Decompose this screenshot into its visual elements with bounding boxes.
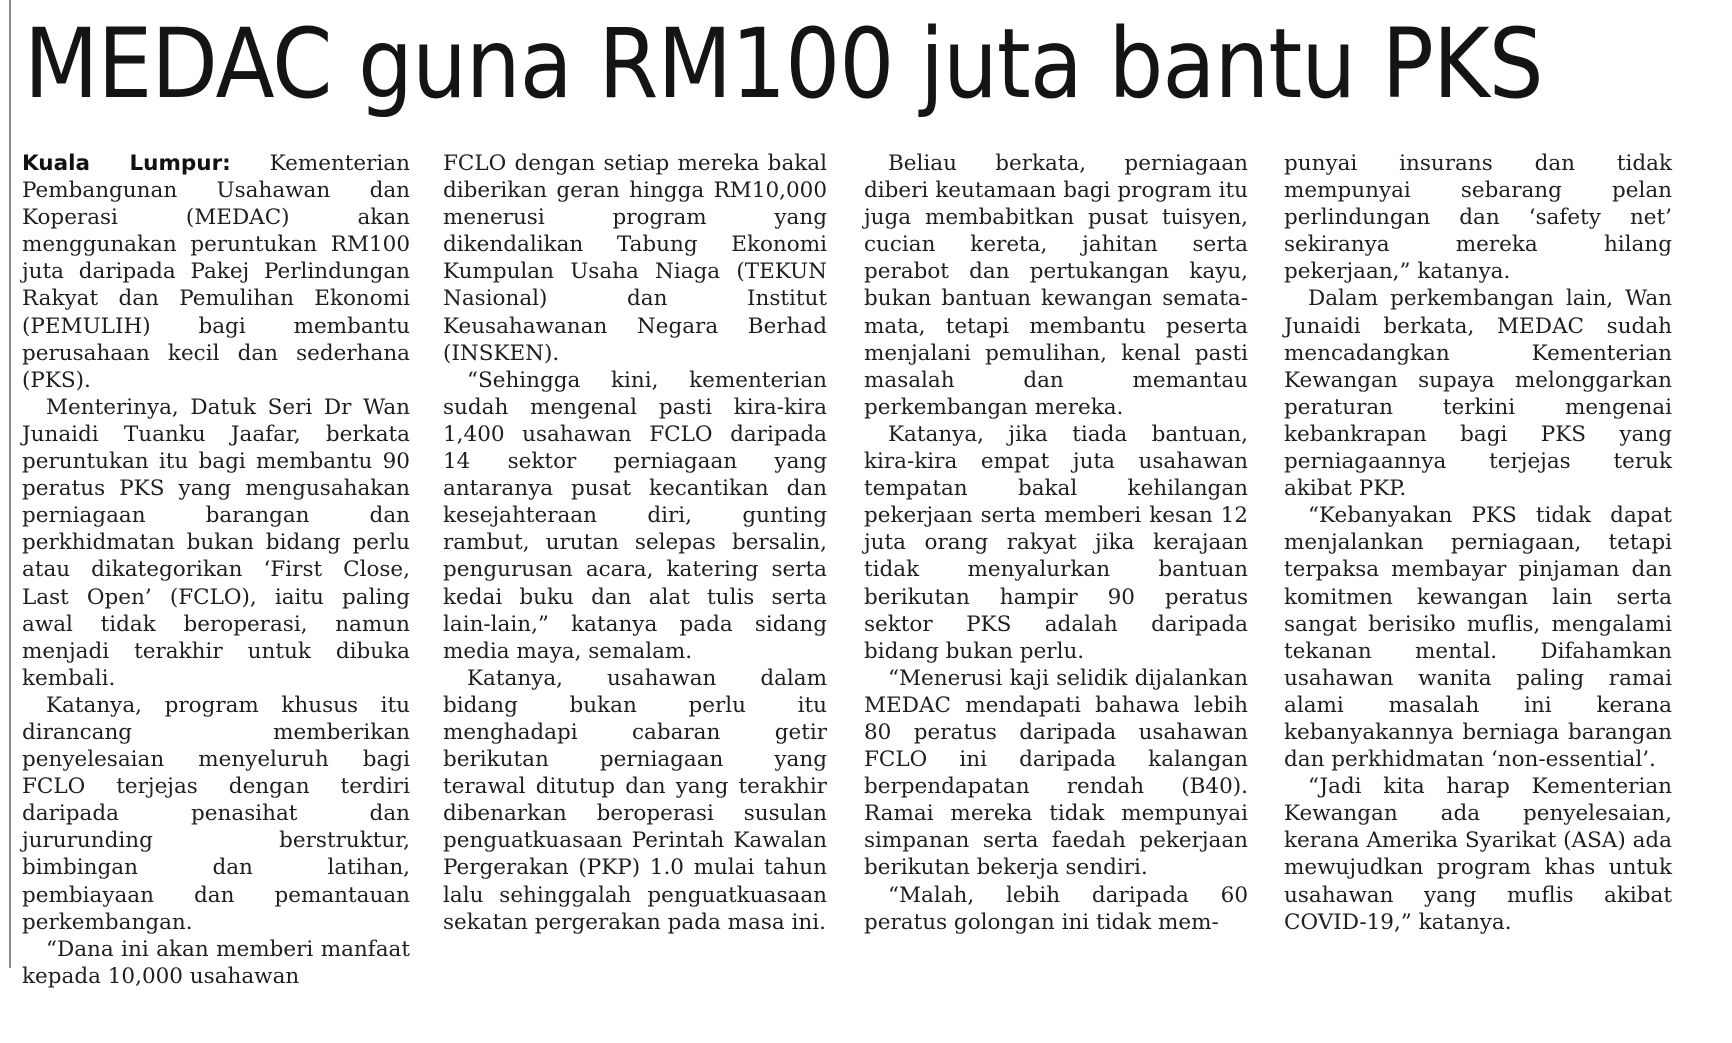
paragraph: Katanya, usahawan dalam bidang bukan perlu itu menghadapi cabaran getir berikutan perniagaan yang terawal ditutup dan yang terakhir dibenarkan beroperasi susulan penguatkuasaan Perintah Kawalan Pergerakan (PKP) 1.0 mulai tahun lalu sehinggalah penguatkuasaan sekatan pergerakan pada masa ini. [443,665,827,935]
paragraph: “Jadi kita harap Kementerian Kewangan ada penyelesaian, kerana Amerika Syarikat (ASA) ada mewujudkan program khas untuk usahawan yang muflis akibat COVID-19,” katanya. [1284,774,1672,935]
headline: MEDAC guna RM100 juta bantu PKS [24,8,1543,120]
paragraph [22,150,410,394]
article-column-3 [864,150,1248,936]
paragraph: Katanya, program khusus itu dirancang memberikan penyelesaian menyeluruh bagi FCLO terjejas dengan terdiri daripada penasihat dan jururunding berstruktur, bimbingan dan latihan, pembiayaan dan pemantauan perkembangan. [22,692,410,935]
paragraph: “Malah, lebih daripada 60 peratus golongan ini tidak mem- [864,882,1248,935]
paragraph: Beliau berkata, perniagaan diberi keutamaan bagi program itu juga membabitkan pusat tuisyen, cucian kereta, jahitan serta perabot dan pertukangan kayu, bukan bantuan kewangan semata-mata, tetapi membantu peserta menjalani pemulihan, kenal pasti masalah dan memantau perkembangan mereka. [864,151,1248,420]
paragraph-text: Kementerian Pembangunan Usahawan dan Koperasi (MEDAC) akan menggunakan peruntukan RM100 juta daripada Pakej Perlindungan Rakyat dan Pemulihan Ekonomi (PEMULIH) bagi membantu perusahaan kecil dan sederhana (PKS). [22,151,410,393]
paragraph: Katanya, jika tiada bantuan, kira-kira empat juta usahawan tempatan bakal kehilangan pekerjaan serta memberi kesan 12 juta orang rakyat jika kerajaan tidak menyalurkan bantuan berikutan hampir 90 peratus sektor PKS adalah daripada bidang bukan perlu. [864,421,1248,664]
paragraph: “Menerusi kaji selidik dijalankan MEDAC mendapati bahawa lebih 80 peratus daripada usahawan FCLO ini daripada kalangan berpendapatan rendah (B40). Ramai mereka tidak mempunyai simpanan serta faedah pekerjaan berikutan bekerja sendiri. [864,665,1248,881]
paragraph: Menterinya, Datuk Seri Dr Wan Junaidi Tuanku Jaafar, berkata peruntukan itu bagi membantu 90 peratus PKS yang mengusahakan perniagaan barangan dan perkhidmatan bukan bidang perlu atau dikategorikan ‘First Close, Last Open’ (FCLO), iaitu paling awal tidak beroperasi, namun menjadi terakhir untuk dibuka kembali. [22,394,410,691]
paragraph: FCLO dengan setiap mereka bakal diberikan geran hingga RM10,000 menerusi program yang dikendalikan Tabung Ekonomi Kumpulan Usaha Niaga (TEKUN Nasional) dan Institut Keusahawanan Negara Berhad (INSKEN). [443,151,827,366]
dateline: Kuala Lumpur: [22,151,231,176]
column-rule [9,0,11,968]
paragraph: punyai insurans dan tidak mempunyai sebarang pelan perlindungan dan ‘safety net’ sekiranya mereka hilang pekerjaan,” katanya. [1284,151,1672,285]
article-column-4 [1284,150,1672,936]
article-column-1 [22,150,410,990]
article-column-2 [443,150,827,936]
paragraph: “Sehingga kini, kementerian sudah mengenal pasti kira-kira 1,400 usahawan FCLO daripada 14 sektor perniagaan yang antaranya pusat kecantikan dan kesejahteraan diri, gunting rambut, urutan selepas bersalin, pengurusan acara, katering serta kedai buku dan alat tulis serta lain-lain,” katanya pada sidang media maya, semalam. [443,367,827,664]
paragraph: Dalam perkembangan lain, Wan Junaidi berkata, MEDAC sudah mencadangkan Kementerian Kewangan supaya melonggarkan peraturan terkini mengenai kebankrapan bagi PKS yang perniagaannya terjejas teruk akibat PKP. [1284,286,1672,502]
paragraph: “Dana ini akan memberi manfaat kepada 10,000 usahawan [22,936,410,989]
paragraph: “Kebanyakan PKS tidak dapat menjalankan perniagaan, tetapi terpaksa membayar pinjaman dan komitmen kewangan lain serta sangat berisiko muflis, mengalami tekanan mental. Difahamkan usahawan wanita paling ramai alami masalah ini kerana kebanyakannya berniaga barangan dan perkhidmatan ‘non-essential’. [1284,503,1672,773]
